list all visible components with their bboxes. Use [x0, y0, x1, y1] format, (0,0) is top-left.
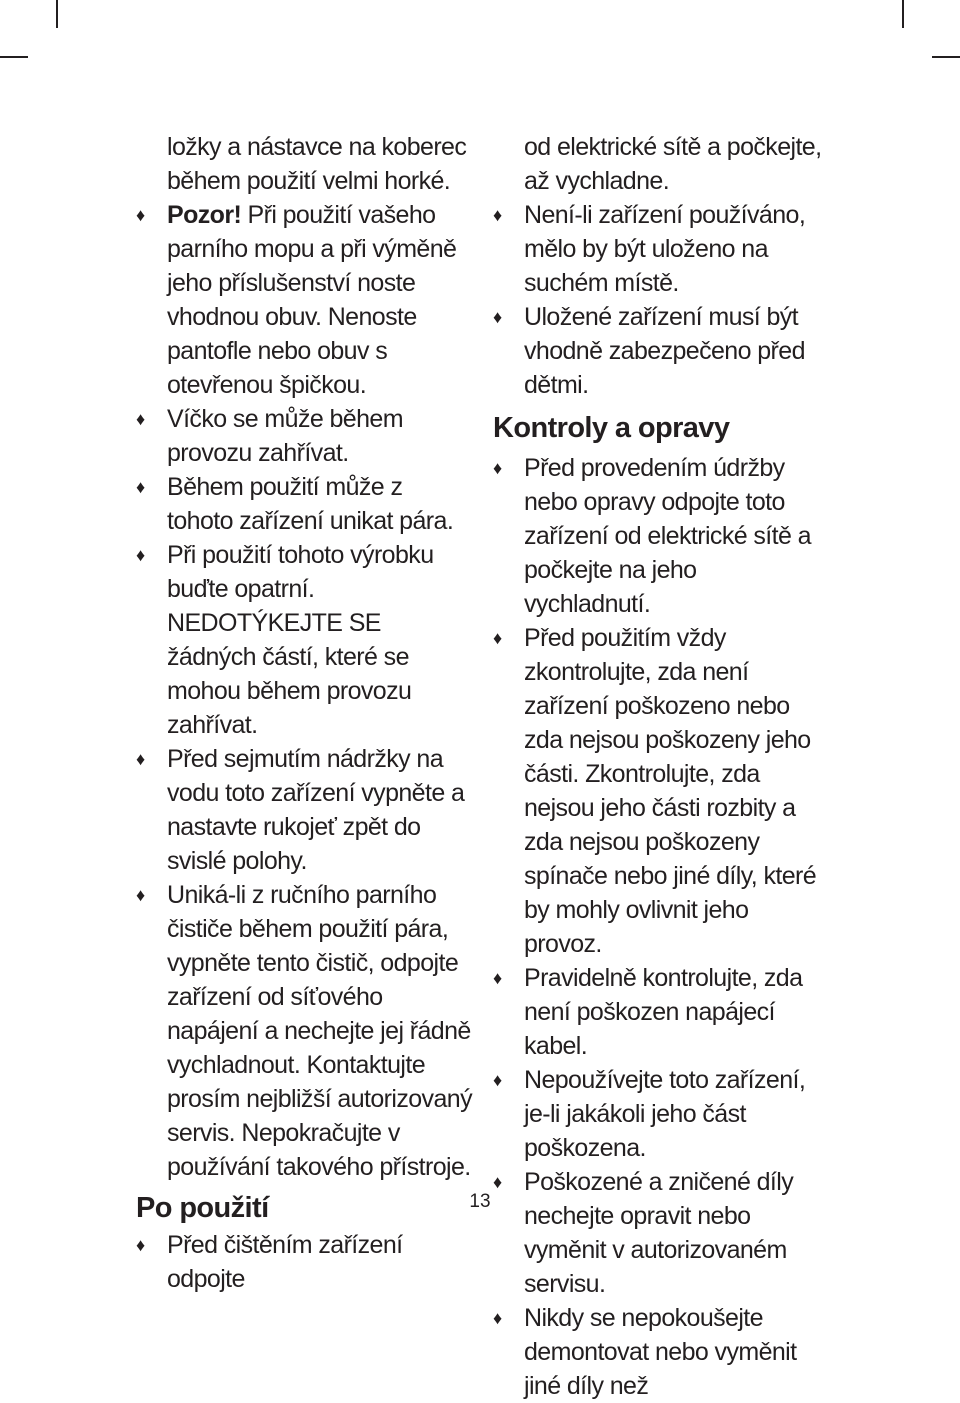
- left-column: [136, 130, 472, 1296]
- bullet-item: ♦ Víčko se může během provozu zahřívat.: [136, 402, 472, 470]
- bullet-item: ♦ Nepoužívejte toto zařízení, je-li jakákoli jeho část poškozena.: [493, 1063, 829, 1165]
- bullet-item: ♦ Před sejmutím nádržky na vodu toto zařízení vypněte a nastavte rukojeť zpět do svislé polohy.: [136, 742, 472, 878]
- bullet-item: ♦ Uložené zařízení musí být vhodně zabezpečeno před dětmi.: [493, 300, 829, 402]
- bullet-item: ♦ Poškozené a zničené díly nechejte opravit nebo vyměnit v autorizovaném servisu.: [493, 1165, 829, 1301]
- bullet-item: ♦ Pravidelně kontrolujte, zda není poškozen napájecí kabel.: [493, 961, 829, 1063]
- section-heading-kontroly-a-opravy: Kontroly a opravy: [493, 412, 730, 444]
- crop-mark: [0, 56, 28, 58]
- bullet-item: ♦ Během použití může z tohoto zařízení unikat pára.: [136, 470, 472, 538]
- section-heading-po-pouziti: Po použití: [136, 1192, 269, 1224]
- warning-label: Pozor!: [167, 201, 242, 229]
- bullet-item: ♦ Před čištěním zařízení odpojte: [136, 1228, 472, 1296]
- continuation-paragraph: ložky a nástavce na koberec během použití velmi horké.: [167, 133, 467, 195]
- page-number: 13: [469, 1191, 491, 1212]
- warning-item: [136, 198, 472, 402]
- bullet-item: ♦ Nikdy se nepokoušejte demontovat nebo vyměnit jiné díly než: [493, 1301, 829, 1403]
- crop-mark: [902, 0, 904, 28]
- crop-mark: [932, 56, 960, 58]
- crop-mark: [56, 0, 58, 28]
- bullet-item: ♦ Není-li zařízení používáno, mělo by být uloženo na suchém místě.: [493, 198, 829, 300]
- bullet-item: ♦ Před použitím vždy zkontrolujte, zda není zařízení poškozeno nebo zda nejsou poškozeny jeho části. Zkontrolujte, zda nejsou jeho části rozbity a zda nejsou poškozeny spínače nebo jiné díly, které by mohly ovlivnit jeho provoz.: [493, 621, 829, 961]
- bullet-item: ♦ Před provedením údržby nebo opravy odpojte toto zařízení od elektrické sítě a počkejte na jeho vychladnutí.: [493, 451, 829, 621]
- bullet-item: ♦ Při použití tohoto výrobku buďte opatrní. NEDOTÝKEJTE SE žádných částí, které se mohou během provozu zahřívat.: [136, 538, 472, 742]
- continuation-paragraph: od elektrické sítě a počkejte, až vychladne.: [524, 133, 822, 195]
- bullet-item: ♦ Uniká-li z ručního parního čističe během použití pára, vypněte tento čistič, odpojte zařízení od síťového napájení a nechejte jej řádně vychladnout. Kontaktujte prosím nejbližší autorizovaný servis. Nepokračujte v používání takového přístroje.: [136, 878, 472, 1184]
- warning-text: Při použití vašeho parního mopu a při výměně jeho příslušenství noste vhodnou obuv. Nenoste pantofle nebo obuv s otevřenou špičkou.: [167, 201, 457, 399]
